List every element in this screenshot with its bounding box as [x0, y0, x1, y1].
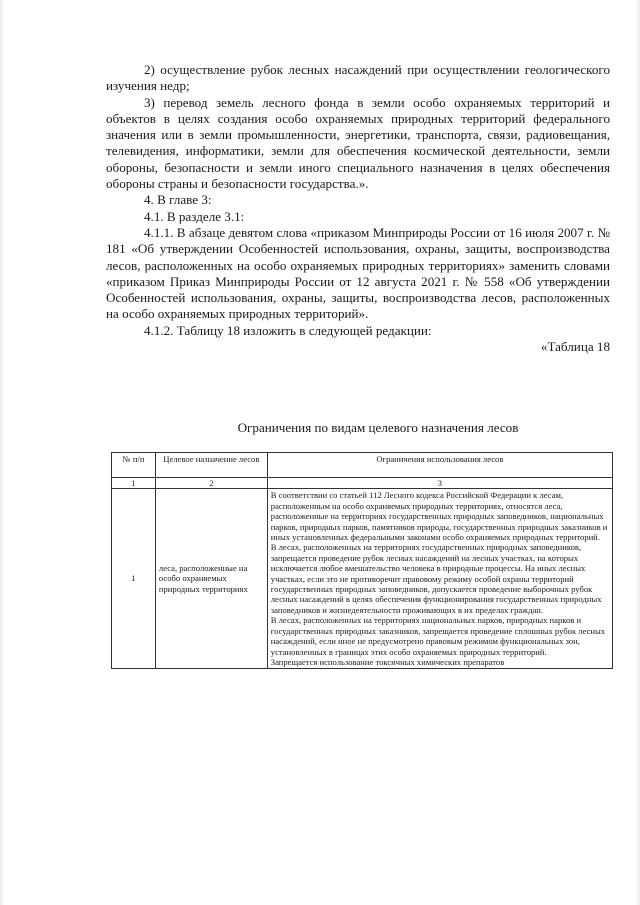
paragraph-section-3-1: 4.1. В разделе 3.1: [144, 208, 245, 224]
paragraph-4-1-2: 4.1.2. Таблицу 18 изложить в следующей редакции: [144, 322, 432, 338]
column-number: 2 [155, 478, 267, 489]
table-header-row [112, 453, 613, 478]
restriction-paragraph: Запрещается использование токсичных химических препаратов [270, 656, 505, 667]
restriction-paragraph: В лесах, расположенных на территориях национальных парков, природных парков и государственных природных заказников, запрещается проведение сплошных рубок лесных насаждений, если иное не предусмотрено правовым режимом функциональных зон, установленных в границах этих особо охраняемых природных территорий. [270, 615, 606, 657]
column-number: 1 [112, 478, 156, 489]
document-body [106, 62, 610, 355]
column-number: 3 [267, 478, 612, 489]
table-number-label: «Таблица 18 [540, 339, 610, 355]
restriction-paragraph: В соответствии со статьей 112 Лесного кодекса Российской Федерации к лесам, расположенным на особо охраняемых природных территориях, относятся леса, расположенные на территориях государственных природных заповедников, национальных парков, природных парков, памятников природы, государственных природных заказников и иных установленных федеральными законами особо охраняемых природных территорий. [270, 490, 608, 543]
table-caption: Ограничения по видам целевого назначения лесов [237, 420, 519, 435]
paragraph-4-1-1: 4.1.1. В абзаце девятом слова «приказом Минприроды России от 16 июля 2007 г. № 181 «Об утверждении Особенностей использования, охраны, защиты, воспроизводства лесов, расположенных на особо охраняемых природных территориях» заменить словами «приказом Приказ Минприроды России от 12 августа 2021 г. № 558 «Об утверждении Особенностей использования, охраны, защиты, воспроизводства лесов, расположенных на особо охраняемых природных территорий». [106, 224, 610, 322]
header-restrictions: Ограничения использования лесов [267, 453, 612, 478]
row-restrictions [267, 489, 612, 669]
row-number: 1 [112, 489, 156, 669]
column-number-row [112, 478, 613, 489]
header-purpose: Целевое назначение лесов [155, 453, 267, 478]
paragraph-item-2: 2) осуществление рубок лесных насаждений при осуществлении геологического изучения недр; [106, 62, 610, 94]
paragraph-item-3: 3) перевод земель лесного фонда в земли особо охраняемых территорий и объектов в целях создания особо охраняемых природных территорий федерального значения или в земли промышленности, энергетики, транспорта, связи, радиовещания, телевидения, информатики, земли для обеспечения космической деятельности, земли обороны, безопасности и земли иного специального назначения в целях обеспечения обороны страны и безопасности государства.». [106, 94, 610, 192]
scan-edge-left [0, 0, 3, 905]
table-row [112, 489, 613, 669]
row-purpose: леса, расположенные на особо охраняемых природных территориях [155, 489, 267, 669]
paragraph-chapter-3: 4. В главе 3: [144, 192, 212, 208]
restriction-paragraph: В лесах, расположенных на территориях государственных природных заповедников, запрещается проведение рубок лесных насаждений на лесных участках, на которых исключается любое вмешательство человека в природные процессы. На иных лесных участках, если это не противоречит правовому режиму особой охраны территорий государственных природных заповедников, допускается проведение выборочных рубок лесных насаждений в целях обеспечения функционирования государственных природных заповедников и жизнедеятельности проживающих в их пределах граждан. [270, 542, 602, 615]
restrictions-table [111, 452, 613, 669]
header-number: № п/п [112, 453, 156, 478]
